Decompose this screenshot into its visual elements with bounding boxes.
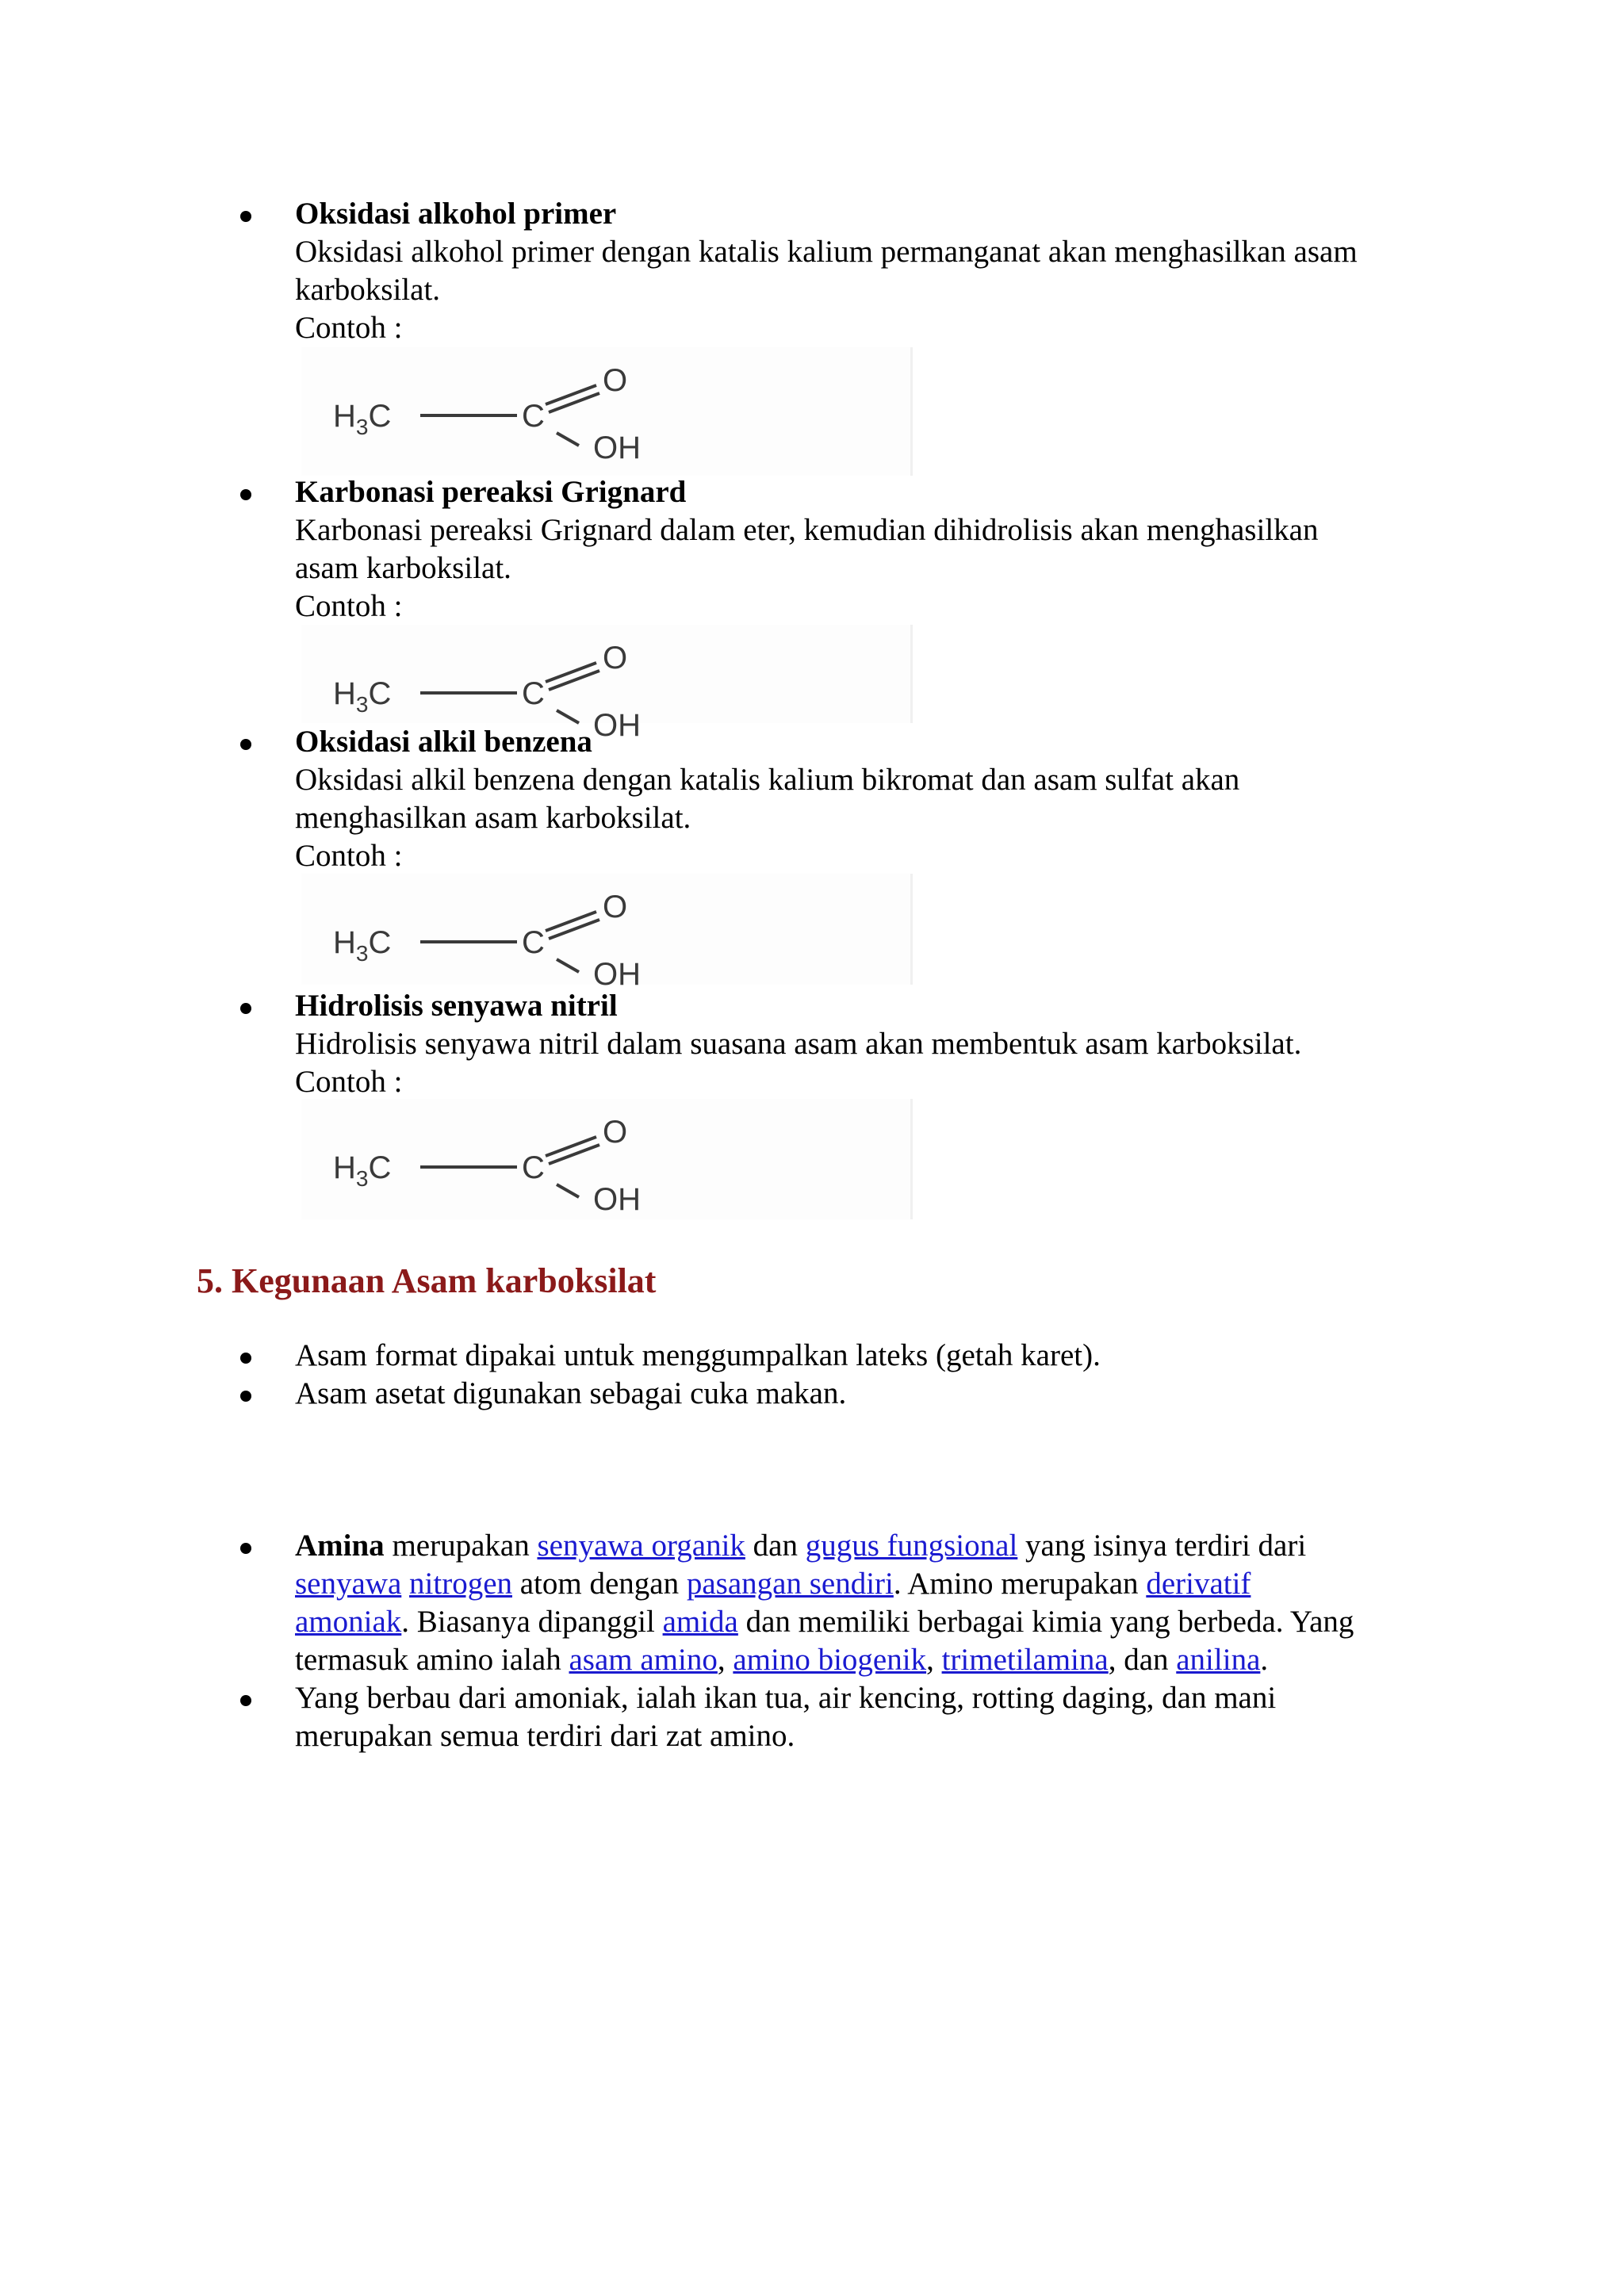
single-bond xyxy=(557,1184,579,1197)
link-senyawa-organik[interactable]: senyawa organik xyxy=(537,1529,745,1563)
list-item-hidrolisis-nitril xyxy=(295,987,1437,1101)
list-item-amina xyxy=(295,1527,1437,1679)
link-trimetilamina[interactable]: trimetilamina xyxy=(941,1643,1109,1677)
carbonyl-carbon-label: C xyxy=(522,925,545,960)
list-item-oksidasi-alkil-benzena xyxy=(295,723,1437,875)
double-bond-line xyxy=(549,1145,599,1164)
item-text-line: Asam format dipakai untuk menggumpalkan lateks (getah karet). xyxy=(295,1338,1101,1372)
text: dan xyxy=(745,1529,806,1563)
oxygen-label: O xyxy=(603,1115,628,1150)
hydroxyl-label: OH xyxy=(593,957,641,992)
example-label: Contoh : xyxy=(295,1065,403,1099)
link-amida[interactable]: amida xyxy=(662,1605,738,1639)
text: . Biasanya dipanggil xyxy=(401,1605,663,1639)
oxygen-label: O xyxy=(603,890,628,924)
item-text-line: Karbonasi pereaksi Grignard dalam eter, kemudian dihidrolisis akan menghasilkan xyxy=(295,513,1319,547)
text xyxy=(401,1567,409,1601)
item-text-line: Asam asetat digunakan sebagai cuka makan. xyxy=(295,1376,847,1410)
item-text-line: karboksilat. xyxy=(295,273,441,307)
item-text-line: Oksidasi alkil benzena dengan katalis kalium bikromat dan asam sulfat akan xyxy=(295,763,1240,797)
amina-line xyxy=(295,1565,1437,1603)
example-label: Contoh : xyxy=(295,589,403,623)
link-pasangan-sendiri[interactable]: pasangan sendiri xyxy=(686,1567,894,1601)
amina-line xyxy=(295,1527,1437,1565)
link-amoniak[interactable]: amoniak xyxy=(295,1605,402,1639)
item-text-line: menghasilkan asam karboksilat. xyxy=(295,801,691,835)
link-derivatif[interactable]: derivatif xyxy=(1146,1567,1251,1601)
single-bond xyxy=(557,433,579,446)
item-title: Oksidasi alkil benzena xyxy=(295,725,592,759)
structural-formula-svg xyxy=(301,1099,809,1218)
link-anilina[interactable]: anilina xyxy=(1176,1643,1261,1677)
amina-line xyxy=(295,1641,1437,1679)
acetic-acid-structure-image xyxy=(301,347,913,476)
bullet-dot xyxy=(240,1695,251,1706)
oxygen-label: O xyxy=(603,363,628,398)
double-bond-line xyxy=(549,920,599,939)
link-asam-amino[interactable]: asam amino xyxy=(569,1643,718,1677)
hydroxyl-label: OH xyxy=(593,708,641,743)
methyl-group-label: $H_3C$ xyxy=(333,399,392,439)
item-text-line: Oksidasi alkohol primer dengan katalis kalium permanganat akan menghasilkan asam xyxy=(295,235,1358,269)
list-item-asam-format xyxy=(295,1337,1437,1375)
bullet-dot xyxy=(240,739,251,750)
text: . Amino merupakan xyxy=(893,1567,1147,1601)
text: yang isinya terdiri dari xyxy=(1017,1529,1307,1563)
item-text-line: merupakan semua terdiri dari zat amino. xyxy=(295,1719,795,1753)
carbonyl-carbon-label: C xyxy=(522,676,545,711)
oxygen-label: O xyxy=(603,641,628,675)
single-bond xyxy=(557,959,579,972)
bullet-dot xyxy=(240,489,251,500)
double-bond-line xyxy=(546,663,596,682)
hydroxyl-label: OH xyxy=(593,1182,641,1217)
item-text-line: Hidrolisis senyawa nitril dalam suasana asam akan membentuk asam karboksilat. xyxy=(295,1027,1302,1061)
methyl-group-label: $H_3C$ xyxy=(333,1150,392,1191)
text: termasuk amino ialah xyxy=(295,1643,569,1677)
double-bond-line xyxy=(546,385,596,404)
text: , xyxy=(926,1643,942,1677)
carbonyl-carbon-label: C xyxy=(522,1150,545,1185)
link-senyawa[interactable]: senyawa xyxy=(295,1567,402,1601)
bullet-dot xyxy=(240,211,251,222)
item-title: Oksidasi alkohol primer xyxy=(295,197,617,231)
carbonyl-carbon-label: C xyxy=(522,399,545,434)
text: . xyxy=(1260,1643,1269,1677)
double-bond-line xyxy=(549,393,599,412)
acetic-acid-structure-image xyxy=(301,874,913,992)
example-label: Contoh : xyxy=(295,839,403,873)
bullet-dot xyxy=(240,1353,251,1364)
methyl-group-label: $H_3C$ xyxy=(333,925,392,966)
amina-term: Amina xyxy=(295,1529,385,1563)
text: atom dengan xyxy=(512,1567,687,1601)
list-item-oksidasi-alkohol-primer xyxy=(295,195,1437,347)
hydroxyl-label: OH xyxy=(593,430,641,465)
item-text-line: Yang berbau dari amoniak, ialah ikan tua, air kencing, rotting daging, dan mani xyxy=(295,1681,1277,1715)
double-bond-line xyxy=(546,912,596,931)
link-amino-biogenik[interactable]: amino biogenik xyxy=(733,1643,927,1677)
link-nitrogen[interactable]: nitrogen xyxy=(409,1567,512,1601)
item-text-line: asam karboksilat. xyxy=(295,551,511,585)
bullet-dot xyxy=(240,1003,251,1014)
amina-line xyxy=(295,1603,1437,1641)
bullet-dot xyxy=(240,1543,251,1554)
structural-formula-svg xyxy=(301,874,809,993)
text: dan memiliki berbagai kimia yang berbeda. Yang xyxy=(737,1605,1354,1639)
text: , dan xyxy=(1108,1643,1177,1677)
list-item-asam-asetat xyxy=(295,1375,1437,1413)
acetic-acid-structure-image xyxy=(301,1099,913,1219)
list-item-karbonasi-grignard xyxy=(295,473,1437,626)
link-gugus-fungsional[interactable]: gugus fungsional xyxy=(805,1529,1018,1563)
double-bond-line xyxy=(549,671,599,690)
text: , xyxy=(717,1643,733,1677)
list-item-bau-amino xyxy=(295,1679,1437,1755)
bullet-dot xyxy=(240,1391,251,1402)
structural-formula-svg xyxy=(301,347,809,466)
section-heading: 5. Kegunaan Asam karboksilat xyxy=(197,1261,657,1300)
double-bond-line xyxy=(546,1137,596,1156)
methyl-group-label: $H_3C$ xyxy=(333,676,392,717)
text: merupakan xyxy=(384,1529,538,1563)
single-bond xyxy=(557,710,579,723)
example-label: Contoh : xyxy=(295,311,403,345)
item-title: Karbonasi pereaksi Grignard xyxy=(295,475,687,509)
item-title: Hidrolisis senyawa nitril xyxy=(295,989,618,1023)
